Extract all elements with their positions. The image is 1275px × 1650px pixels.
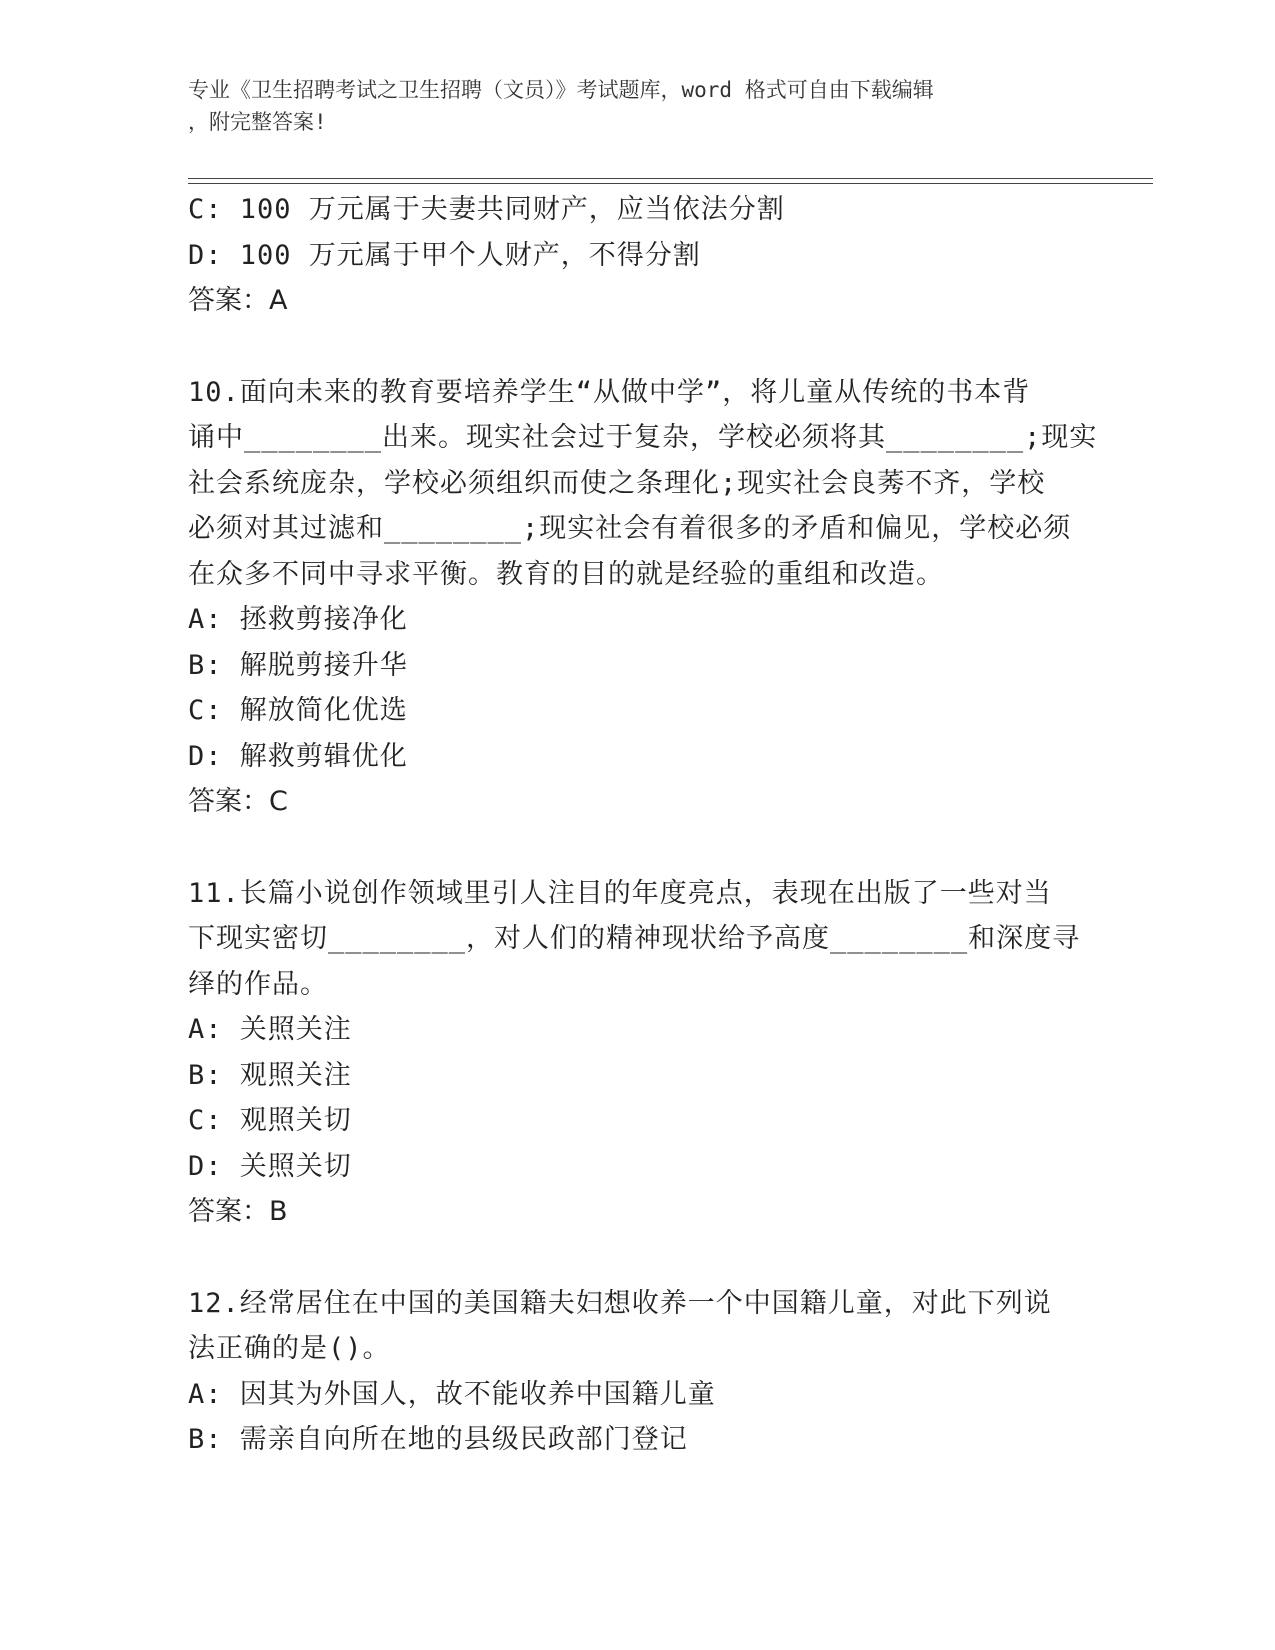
question-12 xyxy=(188,1281,1078,1463)
q9-option-d: D: 100 万元属于甲个人财产，不得分割 xyxy=(188,239,701,271)
q12-stem-line: 12.经常居住在中国的美国籍夫妇想收养一个中国籍儿童，对此下列说 xyxy=(188,1287,1052,1319)
q11-stem-line: 下现实密切________，对人们的精神现状给予高度________和深度寻 xyxy=(188,923,1081,954)
question-9-continued xyxy=(188,187,1078,324)
q10-option-d: D: 解救剪辑优化 xyxy=(188,740,408,772)
q11-answer: 答案：B xyxy=(188,1196,288,1227)
q11-option-b: B: 观照关注 xyxy=(188,1059,352,1091)
q11-option-d: D: 关照关切 xyxy=(188,1150,352,1182)
q10-option-b: B: 解脱剪接升华 xyxy=(188,649,408,681)
q10-stem-line: 社会系统庞杂，学校必须组织而使之条理化;现实社会良莠不齐，学校 xyxy=(188,467,1046,499)
header-rule-top xyxy=(188,178,1153,179)
question-10 xyxy=(188,370,1098,825)
question-11 xyxy=(188,871,1081,1235)
q9-answer: 答案：A xyxy=(188,285,288,316)
q9-option-c: C: 100 万元属于夫妻共同财产，应当依法分割 xyxy=(188,194,785,225)
q11-stem-line: 11.长篇小说创作领域里引人注目的年度亮点，表现在出版了一些对当 xyxy=(188,877,1052,909)
q12-option-a: A: 因其为外国人，故不能收养中国籍儿童 xyxy=(188,1378,716,1410)
q11-option-a: A: 关照关注 xyxy=(188,1014,352,1045)
header-rule-bottom xyxy=(188,183,1153,184)
q10-stem-line: 在众多不同中寻求平衡。教育的目的就是经验的重组和改造。 xyxy=(188,558,944,590)
header-line-1: 专业《卫生招聘考试之卫生招聘（文员）》考试题库，word 格式可自由下载编辑 xyxy=(188,78,934,102)
q12-option-b: B: 需亲自向所在地的县级民政部门登记 xyxy=(188,1424,688,1455)
document-header xyxy=(188,74,1088,138)
q11-option-c: C: 观照关切 xyxy=(188,1105,352,1136)
spacer xyxy=(188,1235,1078,1281)
q10-stem-line: 10.面向未来的教育要培养学生“从做中学”，将儿童从传统的书本背 xyxy=(188,376,1031,408)
q10-stem-line: 必须对其过滤和________;现实社会有着很多的矛盾和偏见，学校必须 xyxy=(188,513,1072,544)
q12-stem-line: 法正确的是()。 xyxy=(188,1333,391,1364)
header-line-2: ，附完整答案! xyxy=(188,110,327,134)
q11-stem-line: 绎的作品。 xyxy=(188,968,328,1000)
spacer xyxy=(188,324,1078,370)
q10-option-a: A: 拯救剪接净化 xyxy=(188,604,408,635)
spacer xyxy=(188,825,1078,871)
q10-option-c: C: 解放简化优选 xyxy=(188,695,408,726)
q10-answer: 答案：C xyxy=(188,786,288,817)
q10-stem-line: 诵中________出来。现实社会过于复杂，学校必须将其________;现实 xyxy=(188,422,1098,453)
question-content xyxy=(188,187,1098,1463)
